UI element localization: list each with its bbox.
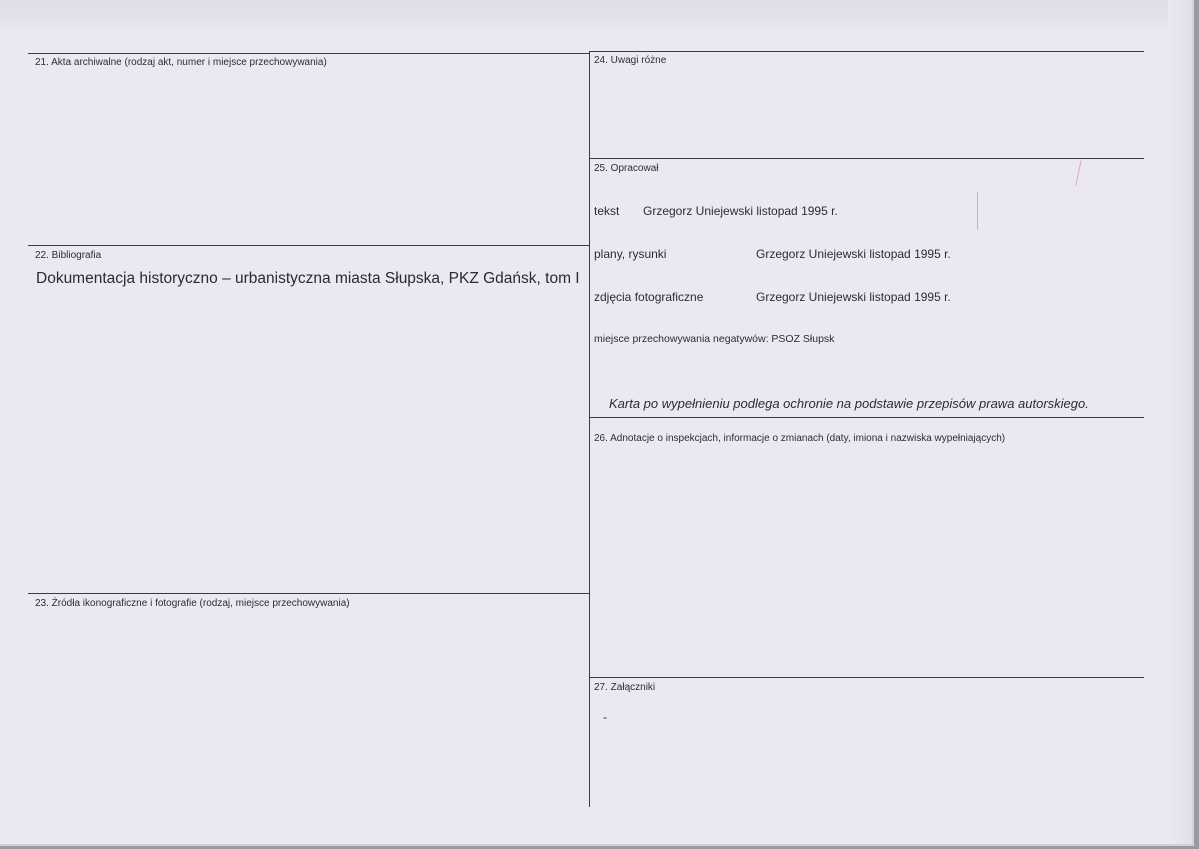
section-26-label: 26. Adnotacje o inspekcjach, informacje o zmianach (daty, imiona i nazwiska wypełniających) [594, 433, 1006, 444]
rule-top-left [28, 53, 589, 54]
rule-s22-top [28, 245, 589, 246]
section-25-label: 25. Opracował [594, 163, 659, 174]
rule-s26-top [589, 417, 1144, 418]
pen-mark [977, 192, 978, 230]
prepared-row-value: Grzegorz Uniejewski listopad 1995 r. [756, 290, 951, 304]
prepared-row-key: plany, rysunki [594, 247, 667, 261]
section-24-label: 24. Uwagi różne [594, 55, 667, 66]
section-27-label: 27. Załączniki [594, 682, 656, 693]
pen-mark [1075, 160, 1081, 186]
rule-s27-top [589, 677, 1144, 678]
paper-top-shade [0, 0, 1192, 36]
prepared-row-key: tekst [594, 204, 620, 218]
paper-right-shade [1168, 0, 1192, 844]
rule-top-right [589, 51, 1144, 52]
attachments-dash: - [603, 710, 607, 724]
section-23-label: 23. Źródła ikonograficzne i fotografie (rodzaj, miejsce przechowywania) [35, 598, 350, 609]
rule-center-vertical [589, 51, 590, 807]
section-21-label: 21. Akta archiwalne (rodzaj akt, numer i miejsce przechowywania) [35, 57, 327, 68]
bibliography-entry: Dokumentacja historyczno – urbanistyczna miasta Słupska, PKZ Gdańsk, tom I [36, 270, 580, 287]
prepared-row-key: zdjęcia fotograficzne [594, 290, 704, 304]
copyright-note: Karta po wypełnieniu podlega ochronie na podstawie przepisów prawa autorskiego. [609, 396, 1089, 411]
rule-s25-top [589, 158, 1144, 159]
rule-s23-top [28, 593, 589, 594]
negatives-location: miejsce przechowywania negatywów: PSOZ Słupsk [594, 333, 835, 345]
prepared-row-value: Grzegorz Uniejewski listopad 1995 r. [756, 247, 951, 261]
section-22-label: 22. Bibliografia [35, 250, 102, 261]
prepared-row-value: Grzegorz Uniejewski listopad 1995 r. [643, 204, 838, 218]
